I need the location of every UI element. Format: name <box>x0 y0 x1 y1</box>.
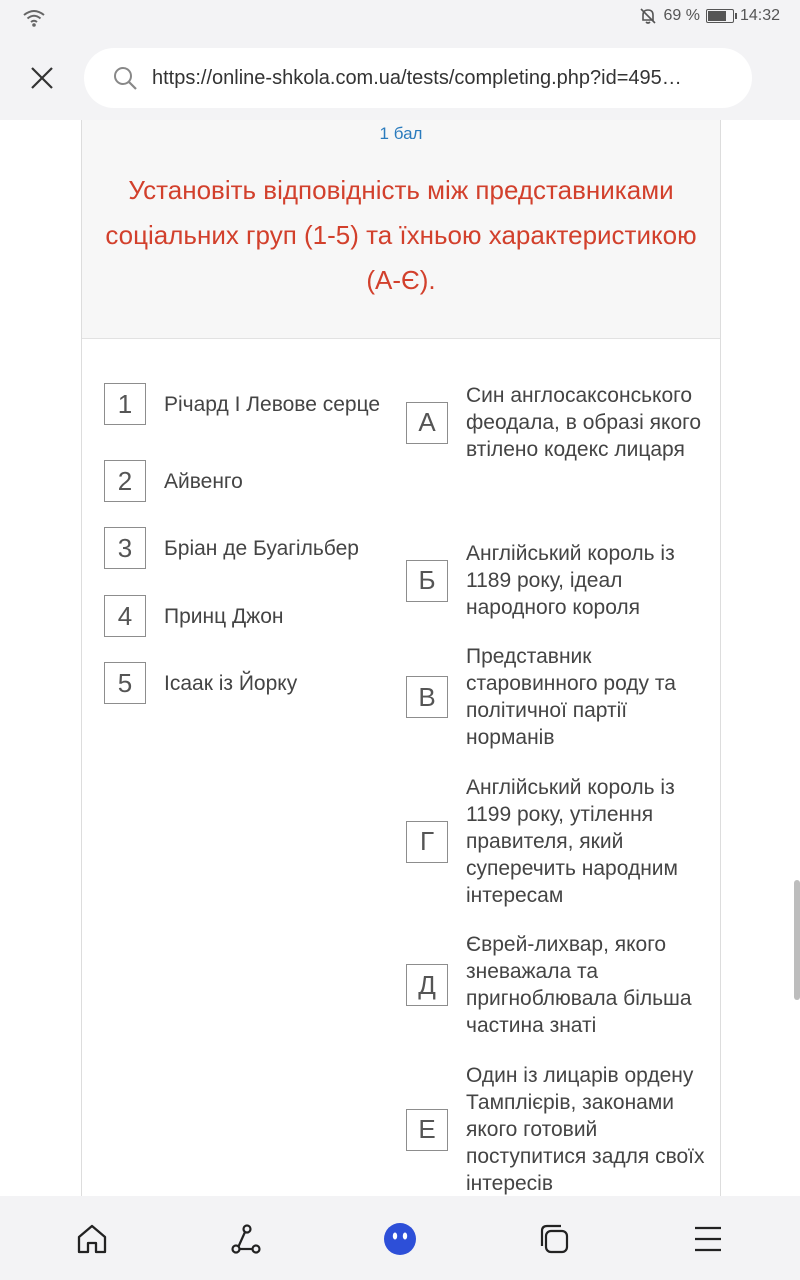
right-item-key: Д <box>406 964 448 1006</box>
left-item-key: 3 <box>104 527 146 569</box>
assistant-icon <box>382 1221 418 1257</box>
wifi-icon <box>22 8 46 28</box>
tabs-button[interactable] <box>532 1217 576 1261</box>
right-item-text: Син англосаксонського феодала, в образі якого втілено кодекс лицаря <box>466 384 702 461</box>
right-item-d <box>406 931 706 1039</box>
share-button[interactable] <box>224 1217 268 1261</box>
right-item-text: Англійський король із 1189 року, ідеал народного короля <box>466 542 675 619</box>
close-icon <box>30 66 54 90</box>
bottom-navigation <box>0 1196 800 1280</box>
question-card <box>81 120 721 1196</box>
tabs-icon <box>537 1222 571 1256</box>
right-item-v <box>406 643 706 751</box>
left-item-key: 4 <box>104 595 146 637</box>
right-item-key: В <box>406 676 448 718</box>
menu-button[interactable] <box>686 1217 730 1261</box>
home-button[interactable] <box>70 1217 114 1261</box>
battery-icon <box>706 9 734 23</box>
left-item-text: Річард І Левове серце <box>164 392 381 416</box>
menu-icon <box>693 1224 723 1254</box>
right-item-a <box>406 382 706 463</box>
right-item-text: Один із лицарів ордену Тамплієрів, законами якого готовий поступитися задля своїх інтересів <box>466 1064 705 1195</box>
left-item-5 <box>104 662 384 704</box>
left-item-2 <box>104 460 384 502</box>
status-bar <box>0 0 800 36</box>
url-text[interactable]: https://online-shkola.com.ua/tests/completing.php?id=495… <box>152 67 682 89</box>
question-score: 1 бал <box>379 124 423 143</box>
right-item-text: Представник старовинного роду та політичної партії норманів <box>466 645 676 749</box>
assistant-button[interactable] <box>378 1217 422 1261</box>
left-item-key: 2 <box>104 460 146 502</box>
home-icon <box>75 1222 109 1256</box>
vertical-scrollbar[interactable] <box>794 880 800 1000</box>
left-item-text: Ісаак із Йорку <box>164 671 298 695</box>
share-icon <box>229 1222 263 1256</box>
question-text: Установіть відповідність між представниками соціальних груп (1-5) та їхньою характеристикою (А-Є). <box>105 175 697 295</box>
close-button[interactable] <box>26 62 58 94</box>
right-item-key: Е <box>406 1109 448 1151</box>
right-item-key: А <box>406 402 448 444</box>
right-item-e <box>406 1062 706 1196</box>
left-item-key: 5 <box>104 662 146 704</box>
clock: 14:32 <box>739 7 780 24</box>
left-item-text: Айвенго <box>164 469 243 493</box>
page-content <box>0 120 800 1196</box>
mute-bell-icon <box>639 7 657 25</box>
address-bar[interactable] <box>84 48 752 108</box>
left-item-text: Принц Джон <box>164 604 284 628</box>
search-icon <box>112 65 138 91</box>
browser-toolbar <box>0 36 800 120</box>
right-item-key: Б <box>406 560 448 602</box>
right-item-g <box>406 774 706 909</box>
right-item-text: Єврей-лихвар, якого зневажала та пригноблювала більша частина знаті <box>466 933 692 1037</box>
right-item-key: Г <box>406 821 448 863</box>
battery-percent: 69 % <box>663 7 700 24</box>
question-header <box>82 120 720 339</box>
left-item-3 <box>104 527 384 569</box>
right-item-b <box>406 540 706 621</box>
left-item-key: 1 <box>104 383 146 425</box>
left-item-1 <box>104 383 384 425</box>
left-item-text: Бріан де Буагільбер <box>164 536 359 560</box>
left-item-4 <box>104 595 384 637</box>
right-item-text: Англійський король із 1199 року, утілення правителя, який суперечить народним інтересам <box>466 776 678 907</box>
